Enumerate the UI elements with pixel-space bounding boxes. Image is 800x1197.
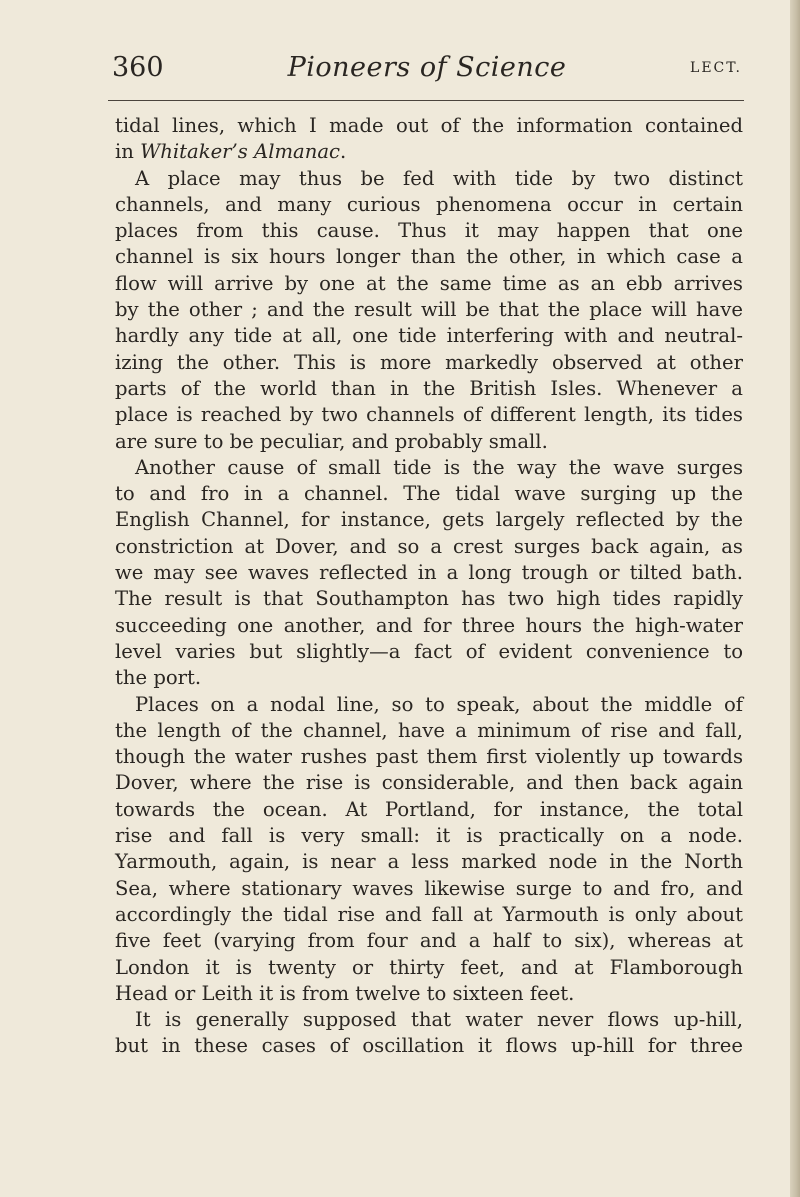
page-header xyxy=(112,52,742,92)
text-line: channel is six hours longer than the other, in which case a xyxy=(115,245,743,269)
page-number: 360 xyxy=(112,52,164,83)
text-line: rise and fall is very small: it is practically on a node. xyxy=(115,824,743,848)
text-line: the port. xyxy=(115,666,202,690)
text-line: constriction at Dover, and so a crest surges back again, as xyxy=(115,534,743,558)
section-label: LECT. xyxy=(690,60,742,76)
text-line: izing the other. This is more markedly observed at other xyxy=(115,350,743,374)
text-line: Dover, where the rise is considerable, and then back again xyxy=(115,771,743,795)
running-title: Pioneers of Science xyxy=(287,52,567,83)
text-line: the length of the channel, have a minimum of rise and fall, xyxy=(115,718,743,742)
text-line: are sure to be peculiar, and probably small. xyxy=(115,429,548,453)
header-rule xyxy=(108,100,744,101)
text-line: place is reached by two channels of different length, its tides xyxy=(115,403,743,427)
text-line: places from this cause. Thus it may happen that one xyxy=(115,219,743,243)
text-line: to and fro in a channel. The tidal wave surging up the xyxy=(115,482,743,506)
text-line: by the other ; and the result will be that the place will have xyxy=(115,298,743,322)
text-line: five feet (varying from four and a half to six), whereas at xyxy=(115,929,743,953)
text-line: English Channel, for instance, gets largely reflected by the xyxy=(115,508,743,532)
body-text xyxy=(115,113,743,1060)
text-line: in Whitaker’s Almanac. xyxy=(115,140,347,164)
text-line: we may see waves reflected in a long trough or tilted bath. xyxy=(115,561,743,585)
text-line: It is generally supposed that water never flows up-hill, xyxy=(135,1008,743,1032)
text-line: accordingly the tidal rise and fall at Yarmouth is only about xyxy=(115,902,743,926)
text-line: level varies but slightly—a fact of evident convenience to xyxy=(115,639,743,663)
text-line: Places on a nodal line, so to speak, about the middle of xyxy=(135,692,743,716)
text-line: London it is twenty or thirty feet, and at Flamborough xyxy=(115,955,743,979)
text-line: flow will arrive by one at the same time as an ebb arrives xyxy=(115,271,743,295)
text-line: hardly any tide at all, one tide interfering with and neutral- xyxy=(115,324,743,348)
page-edge xyxy=(790,0,800,1197)
text-line: but in these cases of oscillation it flows up-hill for three xyxy=(115,1034,743,1058)
text-line: Head or Leith it is from twelve to sixteen feet. xyxy=(115,981,575,1005)
text-line: parts of the world than in the British Isles. Whenever a xyxy=(115,376,743,400)
text-line: Yarmouth, again, is near a less marked node in the North xyxy=(115,850,743,874)
text-line: The result is that Southampton has two high tides rapidly xyxy=(115,587,743,611)
text-line: though the water rushes past them first violently up towards xyxy=(115,745,743,769)
text-line: channels, and many curious phenomena occur in certain xyxy=(115,192,743,216)
text-line: tidal lines, which I made out of the information contained xyxy=(115,114,743,137)
text-line: A place may thus be fed with tide by two distinct xyxy=(135,166,743,190)
text-line: Another cause of small tide is the way the wave surges xyxy=(135,455,743,479)
text-line: succeeding one another, and for three hours the high-water xyxy=(115,613,743,637)
text-line: towards the ocean. At Portland, for instance, the total xyxy=(115,797,743,821)
text-line: Sea, where stationary waves likewise surge to and fro, and xyxy=(115,876,743,900)
